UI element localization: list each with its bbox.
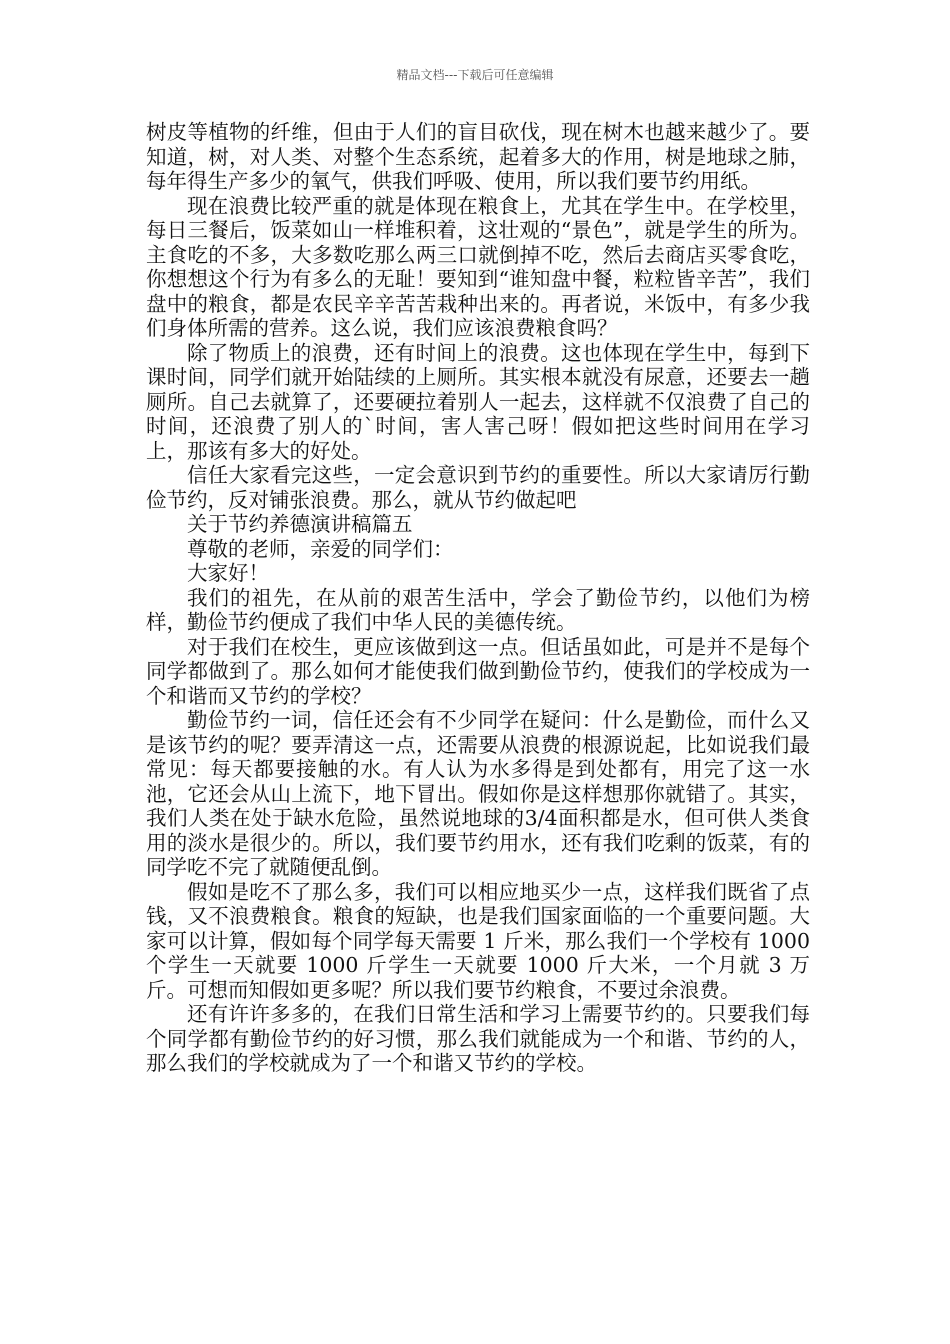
paragraph: 除了物质上的浪费，还有时间上的浪费。这也体现在学生中，每到下课时间，同学们就开始陆续的上厕所。其实根本就没有尿意，还要去一趟厕所。自己去就算了，还要硬拉着别人一起去，这样就不仅浪费了自己的时间，还浪费了别人的`时间，害人害己呀！假如把这些时间用在学习上，那该有多大的好处。 [146, 340, 810, 463]
salutation: 尊敬的老师，亲爱的同学们： [187, 536, 454, 561]
paragraph: 对于我们在校生，更应该做到这一点。但话虽如此，可是并不是每个同学都做到了。那么如何才能使我们做到勤俭节约，使我们的学校成为一个和谐而又节约的学校？ [146, 634, 810, 708]
paragraph: 假如是吃不了那么多，我们可以相应地买少一点，这样我们既省了点钱，又不浪费粮食。粮食的短缺，也是我们国家面临的一个重要问题。大家可以计算，假如每个同学每天需要 1 斤米，那么我们一个学校有 1000 个学生一天就要 1000 斤学生一天就要 1000 斤大米，一个月就 3 万斤。可想而知假如更多呢？所以我们要节约粮食，不要过余浪费。 [146, 879, 810, 1002]
paragraph: 勤俭节约一词，信任还会有不少同学在疑问：什么是勤俭，而什么又是该节约的呢？要弄清这一点，还需要从浪费的根源说起，比如说我们最常见：每天都要接触的水。有人认为水多得是到处都有，用完了这一水池，它还会从山上流下，地下冒出。假如你是这样想那你就错了。其实，我们人类在处于缺水危险，虽然说地球的3/4面积都是水，但可供人类食用的淡水是很少的。所以，我们要节约用水，还有我们吃剩的饭菜，有的同学吃不完了就随便乱倒。 [146, 708, 810, 879]
section-heading: 关于节约养德演讲稿篇五 [187, 512, 413, 536]
paragraph: 信任大家看完这些，一定会意识到节约的重要性。所以大家请厉行勤俭节约，反对铺张浪费。那么，就从节约做起吧 [146, 463, 810, 512]
paragraph: 还有许许多多的，在我们日常生活和学习上需要节约的。只要我们每个同学都有勤俭节约的好习惯，那么我们就能成为一个和谐、节约的人，那么我们的学校就成为了一个和谐又节约的学校。 [146, 1002, 810, 1075]
greeting: 大家好！ [187, 561, 269, 585]
paragraph: 树皮等植物的纤维，但由于人们的盲目砍伐，现在树木也越来越少了。要知道，树，对人类、对整个生态系统，起着多大的作用，树是地球之肺，每年得生产多少的氧气，供我们呼吸、使用，所以我们要节约用纸。 [146, 120, 810, 193]
paragraph: 现在浪费比较严重的就是体现在粮食上，尤其在学生中。在学校里，每日三餐后，饭菜如山一样堆积着，这壮观的“景色”，就是学生的所为。主食吃的不多，大多数吃那么两三口就倒掉不吃，然后去商店买零食吃，你想想这个行为有多么的无耻！要知到“谁知盘中餐，粒粒皆辛苦”，我们盘中的粮食，都是农民辛辛苦苦栽种出来的。再者说，米饭中，有多少我们身体所需的营养。这么说，我们应该浪费粮食吗？ [146, 193, 810, 340]
document-body [146, 120, 810, 1076]
page-header: 精品文档---下载后可任意编辑 [396, 68, 554, 82]
paragraph: 我们的祖先，在从前的艰苦生活中，学会了勤俭节约，以他们为榜样，勤俭节约便成了我们中华人民的美德传统。 [146, 585, 810, 634]
